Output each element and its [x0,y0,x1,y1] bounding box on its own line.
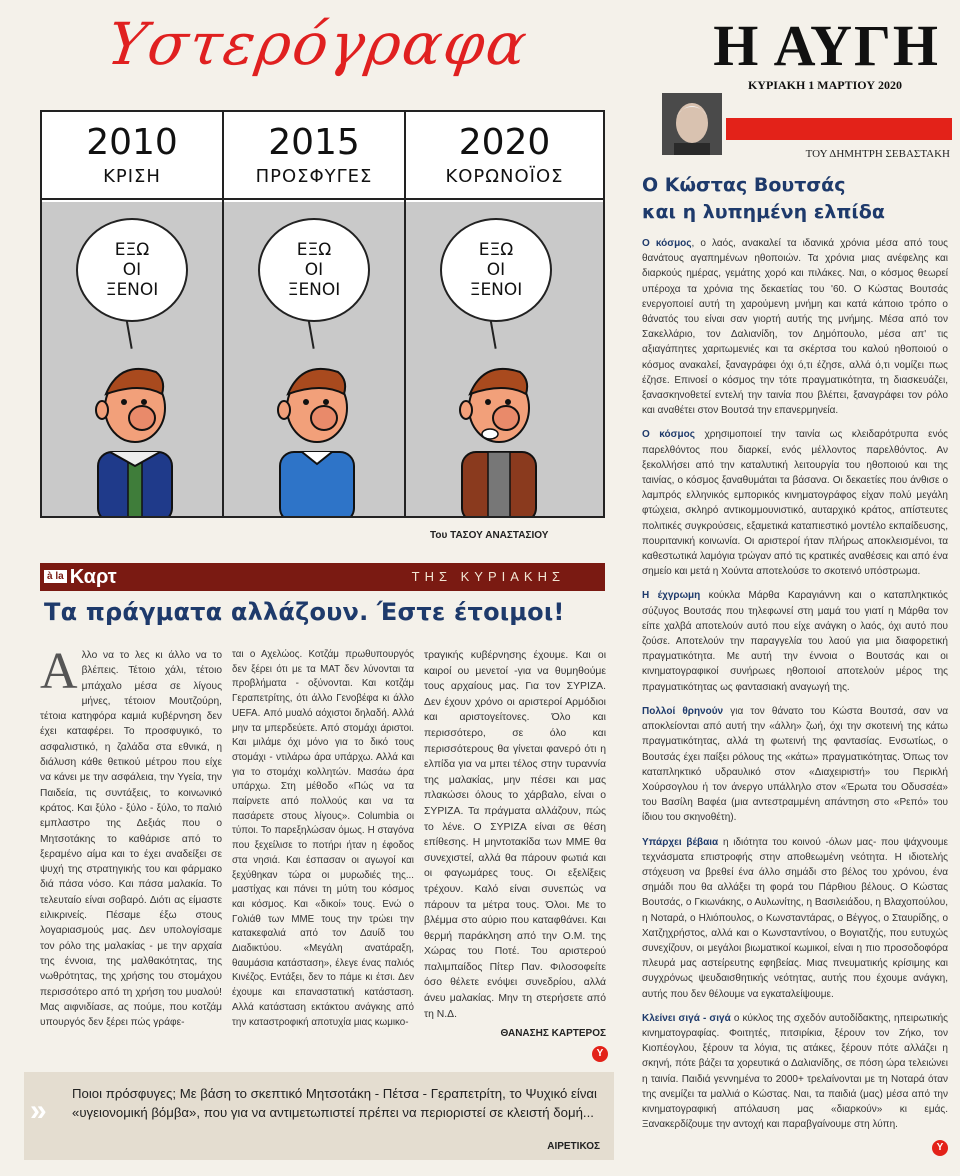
paragraph-text: ο κύκλος της σχεδόν αυτοδίδακτης, ηπειρωτικής κινηματογραφίας. Φοιτητές, πιτσιρίκια, ξέρουν τον Ζήκο, τον Κιοπέογλου, ξέρουν τα λόγια, τις ατάκες, ξέρουν πότε αλλάζει η σκηνή, πότε βάζει τα χορευτικά ο Δαλιανίδης, σε πόση ώρα τελειώνει η ταινία. Παιδιά γεννημένα το 2000+ τρελαίνονται με τη Νοταρά όταν της ανεμίζει τα μαλλιά ο Κώστας. Ναι, τα παιδιά (μας) μέσα από την κινηματογραφική απόλαυση μας «διαρκούν» κι εμάς. Ξανακερδίζουμε την αντοχή και παραβγαίνουμε στη λύπη. [642,1012,948,1131]
double-chevron-icon: » [30,1094,47,1127]
bubble-line: ΟΙ [122,260,142,280]
bubble-line: ΞΕΝΟΙ [105,280,159,300]
column-body [642,236,948,1141]
column-paragraph [642,835,948,1002]
column-headline-line: Ο Κώστας Βουτσάς [642,174,846,196]
column-headline-line: και η λυπημένη ελπίδα [642,201,885,223]
panel-year: 2010 [86,122,178,163]
comic-credit: Του ΤΑΣΟΥ ΑΝΑΣΤΑΣΙΟΥ [430,530,549,541]
cartoon-man-figure [262,342,372,516]
carte-column-3 [424,648,606,1042]
carte-headline: Τα πράγματα αλλάζουν. Έστε έτοιμοι! [44,598,565,626]
paragraph-text: κούκλα Μάρθα Καραγιάννη και ο καταπληκτικός σύζυγος Βουτσάς που τηλεφωνεί στη μαμά του γιατί η Μάρθα τον είπε χαλβά αποτελούν αυτό που είχε ανάγκη ο λαός, όχι αυτό που ζούσε. Αποτελούν την παραγγελία του λαού για μια διαφορετική πραγματικότητα. Με αυτή την έννοια ο Βουτσάς και οι κινηματογραφικοί συνήρωες ηθοποιοί αποτελούν μέρος της πραγματικότητας ως φαντασιακή αναγωγή της. [642,590,948,693]
cartoon-man-figure [80,342,190,516]
carte-footer-box [24,1072,614,1160]
comic-panel-2010 [42,112,224,516]
bubble-line: ΕΞΩ [478,240,514,260]
carte-logo [44,566,117,589]
paragraph-text: η ιδιότητα του κοινού -όλων μας- που ψάχνουμε τεχνάσματα επιστροφής στην αποθεωμένη νεότητα. Η ιδιοτελής στόχευση να βρεθεί ένα άλλο σημάδι στο βέλος του χρόνου, ένα σημάδι που θα αλλάξει τη φορά του Πάρθιου βέλους. Ο Κώστας Βουτσάς, ο Γκιωνάκης, ο Αυλωνίτης, η Βασιλειάδου, η Βλαχοπούλου, η Νοταρά, ο Ηλιόπουλος, ο Κωνσταντάρας, ο Βέγγος, ο Σταυρίδης, ο Χατζηχρήστος, αλλά και ο Κωνσταντίνου, ο Βογιατζής, που ευτυχώς συνεχίζουν, οι μεγάλοι βιωματικοί κωμικοί, είναι η πιο προσοδοφόρα πλευρά μας αστείρευτης εφηβείας. Μιας πνευματικής κρίσιμης και συγχρόνως ψευδαισθητικής νεότητας, αυτής που έχουμε ανάγκη, αυτής που δεν θέλουμε να εγκαταλείψουμε. [642,836,948,1000]
paragraph-lead: Κλείνει σιγά - σιγά [642,1012,731,1024]
paragraph-lead: Υπάρχει βέβαια [642,836,719,848]
column-paragraph [642,236,948,418]
bubble-line: ΞΕΝΟΙ [469,280,523,300]
footer-text: Ποιοι πρόσφυγες; Με βάση το σκεπτικό Μητσοτάκη - Πέτσα - Γεραπετρίτη, το Ψυχικό είναι «υγειονομική βόμβα», που για να αντιμετωπιστεί πρέπει να περιοριστεί σε κλειστή δομή... [72,1086,597,1120]
author-photo [662,93,722,155]
bubble-line: ΕΞΩ [114,240,150,260]
paragraph-text: χρησιμοποιεί την ταινία ως κλειδαρότρυπα ενός παρελθόντος που διαρκεί, ενός μέλλοντος παρελθόντος. Αν ξεκολλήσει από την καταλυτική λειτουργία του ηθοποιού και της ταινίας, ο κόσμος ξαναθυμάται τα βάσανα. Οι δεκαετίες που άνθισε ο λαμπρός ελληνικός εμπορικός κινηματογράφος είχαν πολύ μεγάλη φτώχεια, σκληρό αντικομμουνιστικό, αυταρχικό κράτος, απίστευτες πολιτικές συγκρούσεις, εξαμετικά καταπιεστικό μοντέλο εκπαίδευσης, πουριτανική κοινωνία. Οι αριστεροί ήταν πλήρως αποκλεισμένοι, τα καθεστωτικά λαμόγια τρώγαν από τις κρατικές αναθέσεις και από ένα σημείο και μετά η Χούντα αποτελούσε το σκοτεινό υπόστρωμα. [642,429,948,578]
carte-logo-small: à la [44,570,67,583]
column-paragraph [642,588,948,694]
carte-column-2 [232,648,414,1030]
panel-year: 2020 [458,122,551,163]
speech-bubble [76,218,188,322]
bubble-line: ΕΞΩ [296,240,332,260]
paragraph-lead: Πολλοί θρηνούν [642,705,724,717]
cartoon-man-figure [444,342,554,516]
avgi-logo-icon: Y [592,1046,608,1062]
comic-panel-2015 [224,112,406,516]
panel-year: 2015 [268,122,360,163]
dropcap: Α [40,643,78,700]
paragraph-text: , ο λαός, ανακαλεί τα ιδανικά χρόνια μέσα από τους θανάτους αγαπημένων ηθοποιών. Τα χρόνια μιας ανέφελης και διαρκούς ημέρας, γεμάτης χορό και πιλάκες. Ναι, ο κόσμος θεωρεί υπέροχα τα χρόνια της δεκαετίας του '60. Ο Κώστας Βουτσάς ενεργοποιεί αυτή τη χαρούμενη μνήμη και κατά κάποιο τρόπο ο θάνατός του είναι σαν γιορτή αυτής της μνήμης. Μέσα από τον Σακελλάριο, τον Δαλιανίδη, τον Δημόπουλο, μέσα απ' τις αξιαγάπητες χαριτωμενιές και τα σκέρτσα του καλού ηθοποιού ο κόσμος ανακαλεί, ξαναγράφει όχι ό,τι έζησε, αλλά ό,τι νομίζει πως έζησε. Επινοεί ο κόσμος την τότε πραγματικότητα, τη διασκευάζει, ξανασκηνοθετεί εντελή την ταινία που βλέπει, ξαναγράφει τον ρόλο και αναθέτει στον Βουτσά την επανερμηνεία. [642,238,948,417]
bubble-line: ΟΙ [304,260,324,280]
issue-date: ΚΥΡΙΑΚΗ 1 ΜΑΡΤΙΟΥ 2020 [747,78,902,92]
carte-logo-text: Καρτ [69,566,117,588]
carte-section-bar [40,563,605,591]
column-paragraph [642,1011,948,1133]
bubble-line: ΟΙ [486,260,506,280]
carte-column-text: ται ο Αχελώος. Κοτζάμ πρωθυπουργός δεν ξέρει ότι με τα ΜΑΤ δεν λύνονται τα προβλήματα - οξύνονται. Και κοτζάμ Γεραπετρίτης, ότι άλλο Γενοβέφα κι άλλο UEFA. Από μυαλό αόχιστοι δηλαδή. Αλλά μην τα μπερδεύετε. Από στομάχι άριστοι. Και μιλάμε όχι μόνο για το δικό τους στομάχι - ντιλάρω άρα υπάρχω. Αλλά και για το στομάχι κολλητών. Μασάω άρα υπάρχω. Στη μέθοδο «Πώς να τα παίρνετε από πολλούς και να τα πασάρετε στους λίγους». Columbia οι τύποι. Το παρεξηλώσαν όμως. Η σταγόνα που ξεχείλισε το ποτήρι ήταν η έφοδος στα νησιά. Και έσπασαν οι αγωγοί και ξεχύθηκαν τώρα οι μυρωδιές της... μαστίχας και πάνει τη μύτη του κόσμος και κόσμος. Και «δικοί» τους. Ενώ ο Γολιάθ των ΜΜΕ τους την τρώει την κατακεφαλιά από τον Δαυίδ του Διαδικτύου. «Μεγάλη ανατάραξη, θαυμάσια κατάσταση», έλεγε ένας παλιός Κινέζος. Εντάξει, δεν το πάμε κι έτσι. Δεν έχουμε και επαναστατική κατάσταση. Αλλά κατάσταση εκτάκτου ανάγκης από την καταστροφική αποτυχία μιας κωμικο- [232,649,414,1028]
panel-caption: ΠΡΟΣΦΥΓΕΣ [255,166,373,187]
footer-signature: ΑΙΡΕΤΙΚΟΣ [547,1141,600,1152]
author-bar [726,118,952,140]
column-paragraph [642,704,948,826]
comic-panel-2020 [406,112,603,516]
comic-strip [40,110,605,518]
panel-caption: ΚΟΡΩΝΟΪΟΣ [445,166,564,187]
speech-bubble [440,218,552,322]
newspaper-masthead: Η ΑΥΓΗ [713,13,940,78]
section-title: Υστερόγραφα [103,10,533,78]
paragraph-lead: Ο κόσμος [642,238,692,249]
avgi-logo-icon: Y [932,1140,948,1156]
paragraph-lead: Ο κόσμος [642,429,695,441]
speech-bubble [258,218,370,322]
carte-signature: ΘΑΝΑΣΗΣ ΚΑΡΤΕΡΟΣ [500,1028,606,1040]
author-name: ΤΟΥ ΔΗΜΗΤΡΗ ΣΕΒΑΣΤΑΚΗ [805,148,950,160]
column-paragraph [642,427,948,579]
bubble-line: ΞΕΝΟΙ [287,280,341,300]
column-headline [642,172,942,226]
carte-column-text: λλο να το λες κι άλλο να το βλέπεις. Τέτοιο χάλι, τέτοιο μπάχαλο μέσα σε λίγους μήνες, τέτοιον Μουτζούρη, τέτοια κατηφόρα καμιά κυβέρνηση δεν έχει καταφέρει. Το προσφυγικό, το ασφαλιστικό, η ζαλάδα στα εθνικά, η διάλυση κάθε θετικού μέτρου που είχε να κάνει με την ασφάλεια, την Υγεία, την Παιδεία, τις συντάξεις, το κοινωνικό κράτος. Και ξύλο - ξύλο - ξύλο, το παλιό εμπλαστρο της Δεξιάς που ο Μητσοτάκης το καθάρισε από το ξεραμένο αίμα και το έχει αναδείξει σε ψυχή της στρατηγικής του και φάρμακο διά πάσα νόσο. Και πάσα μαλακία. Το τελευταίο είναι σοβαρό. Διότι ας είμαστε ειλικρινείς. Πέσαμε έξω στους λογαριασμούς μας. Δεν υπολογίσαμε τον ρόλο της μαλακίας - με την αρχαία της έννοια, της μαλθακότητας, της νωθρότητας, της χρήσης του στομάχου περισσότερο από τη χρήση του μυαλού! Μας αιφνιδίασε, ας πούμε, που κοτζάμ υπουργός δεν ξέρει πώς γράφε- [40,650,222,1029]
carte-column-text: τραγικής κυβέρνησης έχουμε. Και οι καιροί ου μενετοί -για να θυμηθούμε τους αρχαίους μας. Για τον ΣΥΡΙΖΑ. Δεν έχουν χρόνο οι αριστεροί Αρμόδιοι και αριστογείτονες. Όλο και περισσότερο, σε όλο και περισσότερους θα γίνεται φανερό ότι η ελπίδα για να μπει τέλος στην τυραννία της μαλακίας, μην πέσει και μας πλακώσει όλους το χάρβαλο, είναι ο ΣΥΡΙΖΑ. Τα πράγματα αλλάζουν, πώς το λένε. Ο ΣΥΡΙΖΑ είναι σε θέση επίθεσης. Η μηντοτακίδα των ΜΜΕ θα συνεχιστεί, αλλά θα πάρουν φωτιά και οι φαγωμάρες τους. Οι εξελίξεις τρέχουν. Καλό είναι συνεπώς να πάρουν τα μέτρα τους. Όλοι. Με το βλέμμα στο αύριο που καταφθάνει. Και θερμή παράκληση από την Ο.Μ. της Χώρας του Ποτέ. Του αριστερού παλιμπαίδος Πίτερ Παν. Φιλοσοφείτε όσο θέλετε ενόψει συνεδρίου, αλλά άνευ μαλακίας. Μην τη στερήσετε από τη Ν.Δ. [424,650,606,1020]
paragraph-text: για τον θάνατο του Κώστα Βουτσά, σαν να αποκλείονται από αυτή την «άλλη» ζωή, όχι την σκοτεινή της κάτω πραγματικότητας, αλλά τη φωτεινή της φαντασίας. Ενσωτίως, ο Βουτσάς έχει παίξει ρόλους της «κάτω» πραγματικότητας. Όπως τον καταπληκτικό υδραυλικό στον «Διαχειριστή» του Περικλή Χούρσογλου ή τον άνεργο υπάλληλο στον «Έρωτα του Οδυσσέα» του Βασίλη Βαφέα (μια αντεστραμμένη απάντηση στο «Ρεπό» του ίδιου του σκηνοθέτη). [642,705,948,824]
carte-subtitle: ΤΗΣ ΚΥΡΙΑΚΗΣ [411,569,565,584]
carte-article-body [40,643,610,1048]
author-portrait-icon [662,93,722,155]
panel-caption: ΚΡΙΣΗ [103,166,161,187]
paragraph-lead: Η έχγρωμη [642,590,701,602]
carte-column-1 [40,643,222,1030]
